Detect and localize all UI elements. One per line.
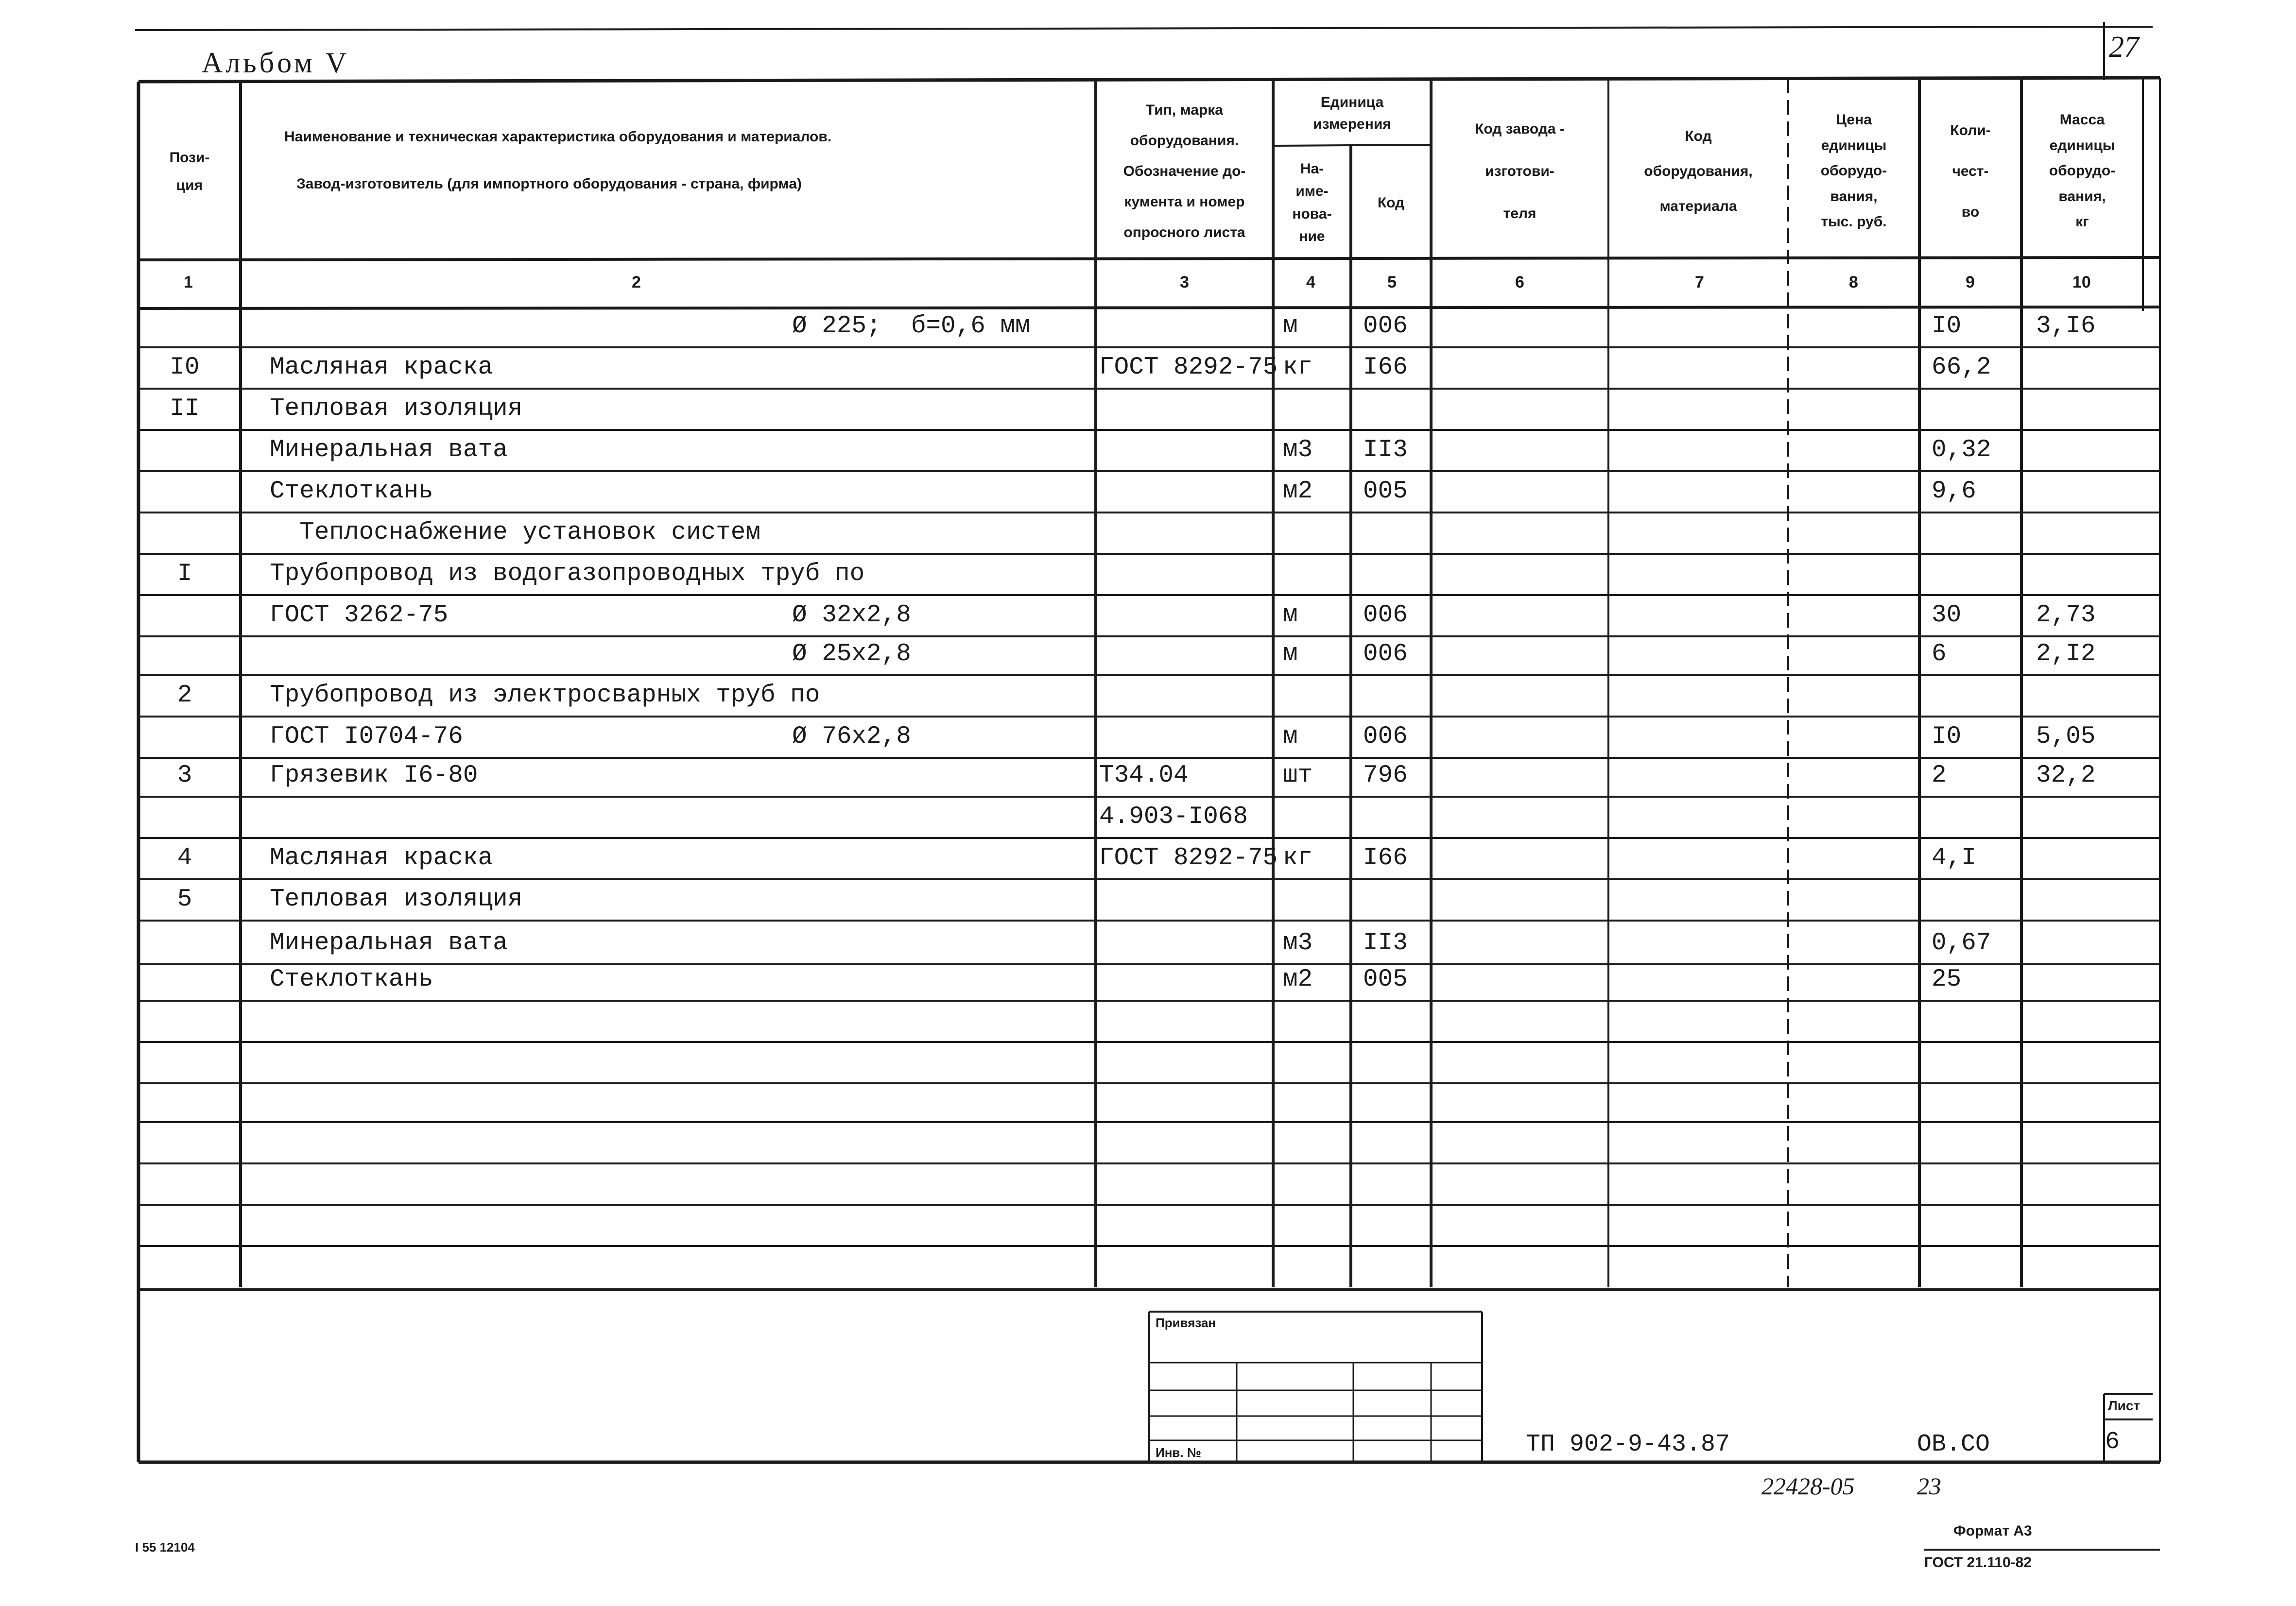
cell-qty: 4,I (1932, 844, 1976, 872)
cell-code: I66 (1363, 354, 1408, 381)
column-number: 3 (1180, 273, 1189, 291)
cell-name: Стеклоткань (270, 478, 433, 505)
cell-qty: 0,32 (1932, 436, 1991, 464)
cell-qty: 0,67 (1932, 929, 1991, 957)
header-factory-code: Код завода - изготови- теля (1475, 121, 1565, 222)
cell-unit: шт (1283, 762, 1313, 789)
cell-name-right: Ø 76x2,8 (792, 723, 911, 751)
handwritten-page: 23 (1917, 1472, 1941, 1500)
column-number: 5 (1387, 273, 1397, 291)
cell-mass: 2,73 (2036, 601, 2096, 629)
cell-unit: м3 (1283, 436, 1313, 464)
cell-doc: ГОСТ 8292-75 (1099, 844, 1278, 872)
column-number: 2 (632, 273, 641, 291)
cell-unit: кг (1283, 354, 1313, 381)
cell-doc: 4.903-I068 (1099, 803, 1248, 831)
header-price: Цена единицы оборудо- вания, тыс. руб. (1820, 112, 1887, 230)
column-number: 4 (1306, 273, 1315, 291)
cell-doc: Т34.04 (1099, 762, 1189, 789)
cell-name: Стеклоткань (270, 966, 433, 993)
cell-mass: 5,05 (2036, 723, 2096, 751)
cell-doc: ГОСТ 8292-75 (1099, 354, 1278, 381)
cell-qty: 2 (1932, 762, 1947, 789)
cell-unit: м3 (1283, 929, 1313, 957)
header-mass: Масса единицы оборудо- вания, кг (2049, 112, 2116, 230)
cell-name: Масляная краска (270, 354, 493, 381)
cell-name: ГОСТ 3262-75 (270, 601, 449, 629)
cell-pos: I (177, 560, 192, 588)
cell-unit: м2 (1283, 966, 1313, 993)
cell-name: Теплоснабжение установок систем (270, 519, 760, 547)
footer-left-code: I 55 12104 (135, 1540, 195, 1555)
header-name-line1: Наименование и техническая характеристика оборудования и материалов. (284, 129, 832, 145)
cell-qty: I0 (1932, 723, 1962, 751)
cell-qty: 6 (1932, 640, 1947, 668)
cell-name: Трубопровод из электросварных труб по (270, 682, 820, 709)
cell-qty: 66,2 (1932, 354, 1991, 381)
cell-pos: I0 (170, 354, 200, 381)
column-number: 1 (184, 273, 193, 291)
page-number: 27 (2109, 31, 2139, 64)
cell-qty: I0 (1932, 312, 1962, 340)
cell-code: 005 (1363, 966, 1408, 993)
header-quantity: Коли- чест- во (1950, 122, 1991, 220)
cell-code: II3 (1363, 929, 1408, 957)
cell-pos: 4 (177, 844, 192, 872)
column-number: 6 (1515, 273, 1524, 291)
cell-unit: м (1283, 723, 1298, 751)
cell-name: Грязевик I6-80 (270, 762, 478, 789)
cell-name: Масляная краска (270, 844, 493, 872)
cell-qty: 9,6 (1932, 478, 1976, 505)
cell-name-right: Ø 25x2,8 (792, 640, 911, 668)
stamp-list-number: 6 (2105, 1428, 2120, 1456)
header-unit-group: Единица измерения (1313, 94, 1391, 132)
cell-code: 006 (1363, 723, 1408, 751)
handwritten-number: 22428-05 (1761, 1472, 1855, 1500)
cell-code: 005 (1363, 478, 1408, 505)
cell-code: 006 (1363, 312, 1408, 340)
cell-code: I66 (1363, 844, 1408, 872)
cell-unit: кг (1283, 844, 1313, 872)
cell-qty: 30 (1932, 601, 1962, 629)
header-unit-name: На- име- нова- ние (1292, 160, 1332, 244)
cell-code: 796 (1363, 762, 1408, 789)
cell-mass: 32,2 (2036, 762, 2096, 789)
stamp-list-label: Лист (2108, 1398, 2141, 1413)
cell-qty: 25 (1932, 966, 1962, 993)
cell-name-right: Ø 32x2,8 (792, 601, 911, 629)
cell-pos: 2 (177, 682, 192, 709)
cell-name: Минеральная вата (270, 929, 508, 957)
header-equipment-code: Код оборудования, материала (1644, 128, 1753, 214)
cell-name-right: Ø 225; б=0,6 мм (792, 312, 1030, 340)
stamp-privyazan: Привязан (1156, 1316, 1216, 1330)
cell-unit: м (1283, 640, 1298, 668)
header-position: Пози- ция (169, 149, 210, 193)
format-label: Формат А3 (1953, 1523, 2032, 1539)
cell-name: Минеральная вата (270, 436, 508, 464)
cell-unit: м2 (1283, 478, 1313, 505)
cell-code: II3 (1363, 436, 1408, 464)
cell-name: Трубопровод из водогазопроводных труб по (270, 560, 865, 588)
stamp-section: ОВ.СО (1917, 1431, 1990, 1458)
column-number: 7 (1695, 273, 1704, 291)
cell-name: Тепловая изоляция (270, 395, 523, 423)
gost-label: ГОСТ 21.110-82 (1924, 1555, 2032, 1571)
stamp-inv-no: Инв. № (1156, 1445, 1201, 1460)
column-number: 9 (1966, 273, 1975, 291)
cell-unit: м (1283, 601, 1298, 629)
cell-unit: м (1283, 312, 1298, 340)
cell-name: ГОСТ I0704-76 (270, 723, 463, 751)
cell-name: Тепловая изоляция (270, 886, 523, 913)
stamp-doc-code: ТП 902-9-43.87 (1526, 1431, 1730, 1458)
cell-pos: II (170, 395, 200, 423)
column-number: 10 (2072, 273, 2091, 291)
cell-mass: 3,I6 (2036, 312, 2096, 340)
header-name-line2: Завод-изготовитель (для импортного оборудования - страна, фирма) (296, 176, 802, 192)
cell-code: 006 (1363, 601, 1408, 629)
album-title: Альбом V (202, 47, 350, 79)
cell-pos: 5 (177, 886, 192, 913)
header-unit-code: Код (1377, 195, 1405, 211)
cell-code: 006 (1363, 640, 1408, 668)
column-number: 8 (1849, 273, 1858, 291)
cell-pos: 3 (177, 762, 192, 789)
cell-mass: 2,I2 (2036, 640, 2096, 668)
header-type: Тип, марка оборудования. Обозначение до- кумента и номер опросного листа (1123, 102, 1246, 240)
